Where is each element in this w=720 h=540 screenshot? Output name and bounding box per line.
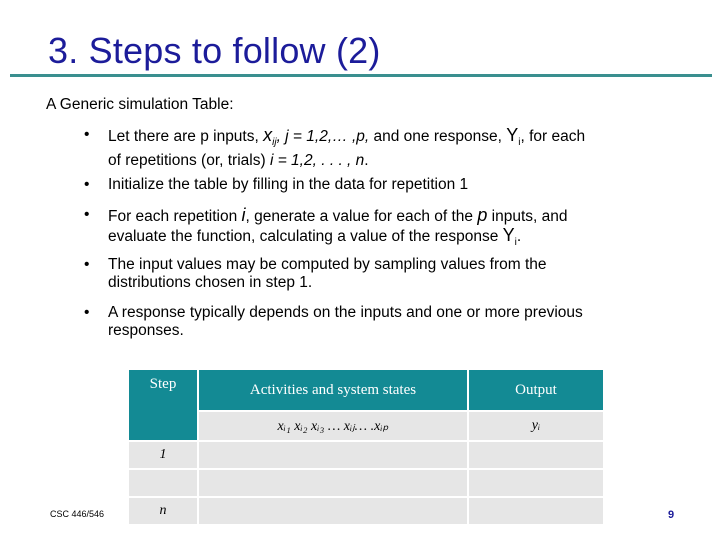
header-output: Output bbox=[468, 369, 604, 411]
title-divider bbox=[10, 74, 712, 77]
table-cell bbox=[198, 441, 468, 469]
bullet-icon: • bbox=[84, 304, 90, 321]
step-first: 1 bbox=[128, 441, 198, 469]
simulation-table bbox=[127, 368, 605, 526]
table-cell bbox=[198, 497, 468, 525]
table-cell bbox=[198, 469, 468, 497]
header-step: Step bbox=[128, 369, 198, 441]
inputs-subheader: xᵢ₁ xᵢ₂ xᵢ₃ … xᵢⱼ… .xᵢₚ bbox=[198, 411, 468, 441]
page-title: 3. Steps to follow (2) bbox=[48, 30, 381, 71]
output-subheader: yᵢ bbox=[468, 411, 604, 441]
bullet-icon: • bbox=[84, 126, 90, 143]
page-number: 9 bbox=[668, 509, 675, 521]
table-cell bbox=[468, 441, 604, 469]
header-activities: Activities and system states bbox=[198, 369, 468, 411]
course-footer: CSC 446/546 bbox=[50, 509, 105, 519]
bullet-icon: • bbox=[84, 206, 90, 223]
table-cell bbox=[468, 469, 604, 497]
bullet-icon: • bbox=[84, 176, 90, 193]
step-last: n bbox=[128, 497, 198, 525]
table-cell bbox=[128, 469, 198, 497]
table-cell bbox=[468, 497, 604, 525]
bullet-icon: • bbox=[84, 256, 90, 273]
section-subtitle: A Generic simulation Table: bbox=[46, 96, 234, 113]
